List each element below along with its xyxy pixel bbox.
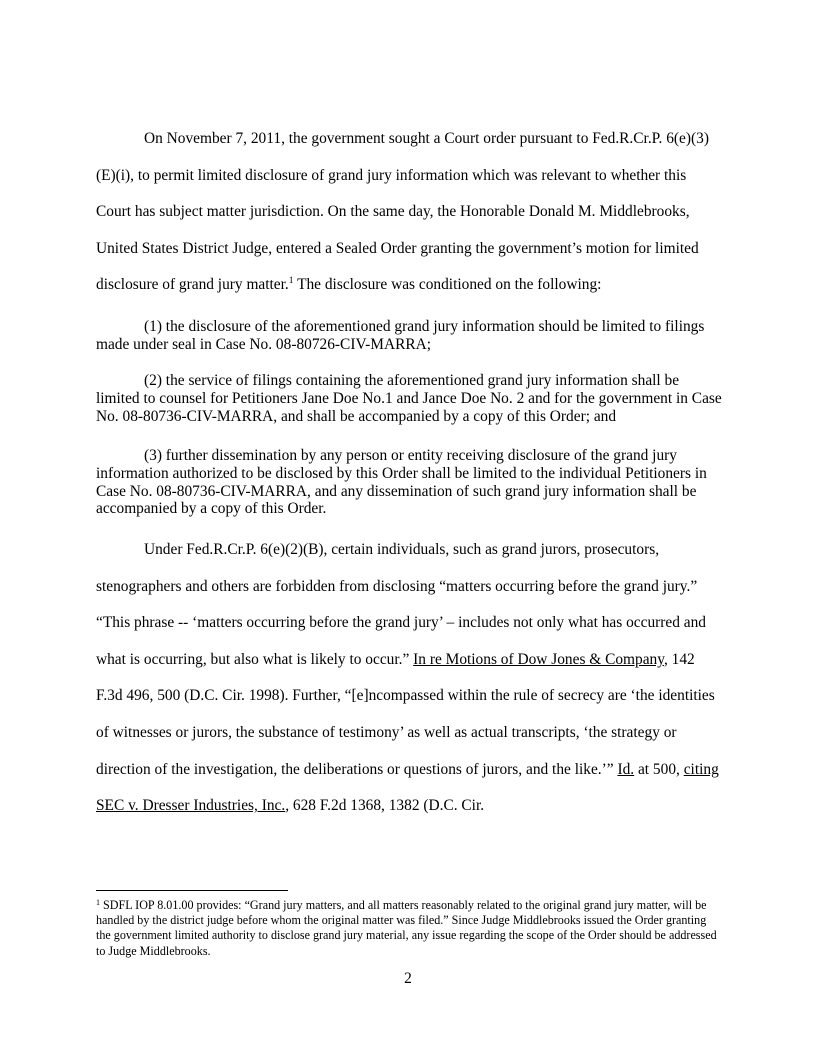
document-page <box>96 0 720 1056</box>
condition-2: (2) the service of filings containing the aforementioned grand jury information shall be limited to counsel for Petitioners Jane Doe No.1 and Jance Doe No. 2 and for the government in Case No. 08-80736-CIV-MARRA, and shall be accompanied by a copy of this Order; and <box>96 372 722 425</box>
condition-3: (3) further dissemination by any person or entity receiving disclosure of the grand jury information authorized to be disclosed by this Order shall be limited to the individual Petitioners in Case No. 08-80736-CIV-MARRA, and any dissemination of such grand jury information shall be accompanied by a copy of this Order. <box>96 447 707 518</box>
footnote-text: SDFL IOP 8.01.00 provides: “Grand jury matters, and all matters reasonably related to the original grand jury matter, will be handled by the district judge before whom the original matter was filed.” Since Judge Middlebrooks issued the Order granting the government limited authority to disclose grand jury material, any issue regarding the scope of the Order should be addressed to Judge Middlebrooks. <box>96 898 717 958</box>
footnote-number: 1 <box>96 898 100 907</box>
condition-1: (1) the disclosure of the aforementioned grand jury information should be limited to filings made under seal in Case No. 08-80726-CIV-MARRA; <box>96 318 705 353</box>
footnote-1 <box>96 898 720 959</box>
paragraph-text: , 142 F.3d 496, 500 (D.C. Cir. 1998). Further, “[e]ncompassed within the rule of secrecy are ‘the identities of witnesses or jurors, the substance of testimony’ as well as actual transcripts, ‘the strategy or direction of the investigation, the deliberations or questions of jurors, and the like.’” <box>96 650 715 778</box>
paragraph-grand-jury-secrecy <box>96 532 720 825</box>
paragraph-text: , 628 F.2d 1368, 1382 (D.C. Cir. <box>285 797 485 815</box>
footnote-separator <box>96 890 288 891</box>
case-citation-dresser: SEC v. Dresser Industries, Inc. <box>96 797 286 815</box>
paragraph-government-motion <box>96 121 720 304</box>
paragraph-text: at 500, <box>634 760 684 778</box>
paragraph-text: Under Fed.R.Cr.P. 6(e)(2)(B), certain individuals, such as grand jurors, prosecutors, stenographers and others are forbidden from disclosing “matters occurring before the grand jury.” “This phrase -- ‘matters occurring before the grand jury’ – includes not only what has occurred and what is occurring, but also what is likely to occur.” <box>96 541 706 668</box>
id-citation: Id. <box>617 760 635 778</box>
citing-signal: citing <box>683 760 719 778</box>
case-citation-dow-jones: In re Motions of Dow Jones & Company <box>413 650 664 668</box>
page-number: 2 <box>404 970 412 987</box>
footnote-reference: 1 <box>288 276 294 287</box>
paragraph-text-continued: The disclosure was conditioned on the following: <box>293 276 602 294</box>
paragraph-text: On November 7, 2011, the government sought a Court order pursuant to Fed.R.Cr.P. 6(e)(3)(E)(i), to permit limited disclosure of grand jury information which was relevant to whether this Court has subject matter jurisdiction. On the same day, the Honorable Donald M. Middlebrooks, United States District Judge, entered a Sealed Order granting the government’s motion for limited disclosure of grand jury matter. <box>96 130 709 294</box>
